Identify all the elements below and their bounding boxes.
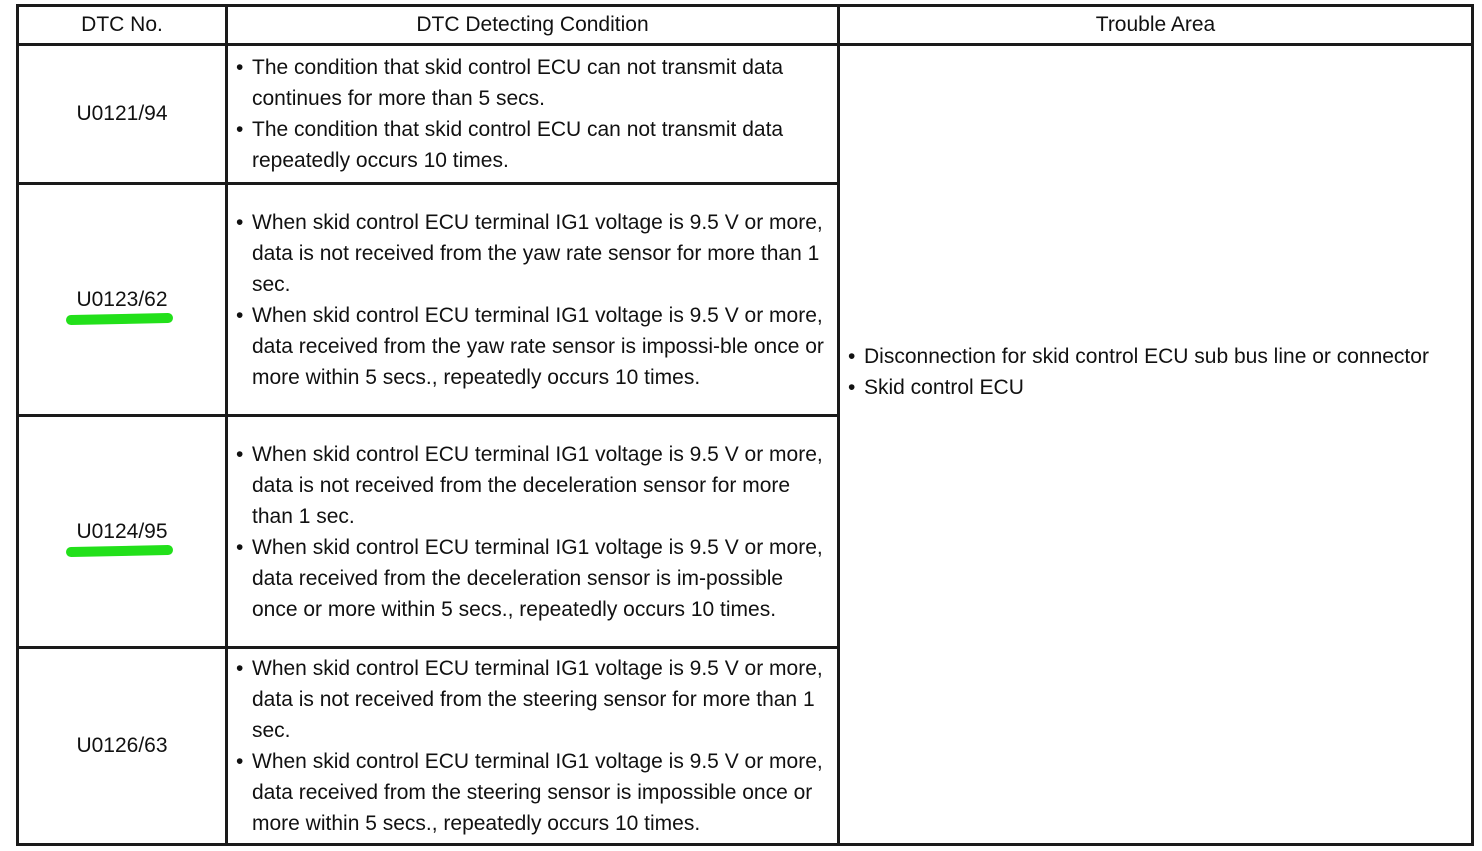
condition-item: • The condition that skid control ECU can not transmit data continues for more than 5 secs. — [236, 52, 827, 114]
trouble-area-cell — [839, 45, 1473, 845]
trouble-area-item: • Disconnection for skid control ECU sub bus line or connector — [848, 341, 1465, 372]
condition-list — [236, 653, 827, 839]
header-trouble-area: Trouble Area — [839, 6, 1473, 45]
dtc-table — [16, 4, 1474, 846]
table-header-row — [18, 6, 1473, 45]
trouble-area-list — [848, 341, 1465, 403]
dtc-cell — [18, 45, 227, 184]
condition-list — [236, 52, 827, 176]
trouble-area-item: • Skid control ECU — [848, 372, 1465, 403]
dtc-table-container — [16, 4, 1474, 844]
dtc-cell — [18, 416, 227, 648]
green-highlight-mark — [66, 544, 173, 556]
dtc-cell — [18, 648, 227, 845]
condition-list — [236, 207, 827, 393]
condition-cell — [227, 45, 839, 184]
green-highlight-mark — [66, 312, 173, 324]
dtc-cell — [18, 184, 227, 416]
header-dtc-no: DTC No. — [18, 6, 227, 45]
condition-item: • When skid control ECU terminal IG1 voltage is 9.5 V or more, data is not received from the deceleration sensor for more than 1 sec. — [236, 439, 827, 532]
header-detecting-condition: DTC Detecting Condition — [227, 6, 839, 45]
condition-cell — [227, 184, 839, 416]
condition-item: • When skid control ECU terminal IG1 voltage is 9.5 V or more, data received from the yaw rate sensor is impossi-ble once or more within 5 secs., repeatedly occurs 10 times. — [236, 300, 827, 393]
condition-cell — [227, 648, 839, 845]
condition-item: • When skid control ECU terminal IG1 voltage is 9.5 V or more, data is not received from the yaw rate sensor for more than 1 sec. — [236, 207, 827, 300]
dtc-code: U0123/62 — [76, 288, 167, 312]
condition-list — [236, 439, 827, 625]
condition-item: • When skid control ECU terminal IG1 voltage is 9.5 V or more, data received from the steering sensor is impossible once or more within 5 secs., repeatedly occurs 10 times. — [236, 746, 827, 839]
condition-item: • The condition that skid control ECU can not transmit data repeatedly occurs 10 times. — [236, 114, 827, 176]
dtc-code: U0121/94 — [76, 102, 168, 125]
condition-cell — [227, 416, 839, 648]
condition-item: • When skid control ECU terminal IG1 voltage is 9.5 V or more, data is not received from the steering sensor for more than 1 sec. — [236, 653, 827, 746]
table-row — [18, 45, 1473, 184]
condition-item: • When skid control ECU terminal IG1 voltage is 9.5 V or more, data received from the deceleration sensor is im-possible once or more within 5 secs., repeatedly occurs 10 times. — [236, 532, 827, 625]
dtc-code: U0124/95 — [76, 520, 167, 544]
dtc-code: U0126/63 — [76, 734, 168, 757]
